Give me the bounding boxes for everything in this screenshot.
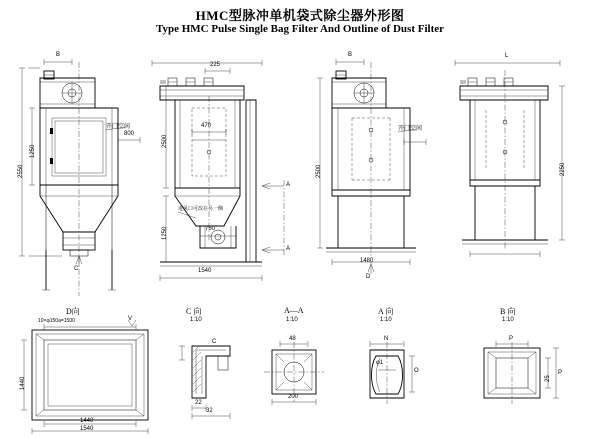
dim-c-bottom2: 32 xyxy=(206,408,213,414)
detail-view-b xyxy=(484,341,559,404)
page-title-cn: HMC型脉冲单机袋式除尘器外形图 xyxy=(195,8,405,23)
dim-b-top: P xyxy=(509,336,514,342)
dim-d-height: 1440 xyxy=(20,376,26,390)
dim-a-inner: φ1 xyxy=(376,360,384,366)
dim-a-right: O xyxy=(414,368,419,374)
view-front-elevation xyxy=(19,59,140,296)
dim-b-right: P xyxy=(558,370,563,376)
dim-section-bottom-total: 1540 xyxy=(198,268,212,274)
detail-title-a: A 向 xyxy=(378,307,394,316)
dim-a-top: N xyxy=(384,336,389,342)
dim-right-side-height: 2250 xyxy=(560,162,566,176)
dim-section-inner: 470 xyxy=(201,123,212,129)
detail-scale-aa: 1:10 xyxy=(286,317,298,323)
dim-right-front-height: 2500 xyxy=(316,164,322,178)
marker-c-front: C xyxy=(74,266,79,272)
label-inlet-note: 进风口可改在另一侧 xyxy=(178,207,224,212)
view-section xyxy=(152,60,284,281)
dim-c-left: C xyxy=(212,339,217,345)
dim-right-side-top-width: L xyxy=(505,53,509,59)
dim-front-height-inner: 1250 xyxy=(30,144,36,158)
dim-c-bottom1: 22 xyxy=(195,400,202,406)
dim-right-front-bottom: 1480 xyxy=(360,258,374,264)
label-door-space-right: 开门空间 xyxy=(398,126,423,132)
dim-d-width-outer: 1540 xyxy=(80,426,94,432)
detail-title-aa: A—A xyxy=(284,306,304,315)
dim-right-front-top-width: B xyxy=(348,52,353,58)
dim-d-bolt-note: 10×φ150a=1500 xyxy=(38,318,75,324)
detail-title-d: D向 xyxy=(66,307,80,316)
dim-section-top: 225 xyxy=(210,62,221,68)
marker-d-right-front: D xyxy=(366,274,371,280)
mark-v: V xyxy=(128,316,133,322)
dim-section-side-lower: 1250 xyxy=(162,226,168,240)
detail-scale-c: 1:10 xyxy=(190,317,202,323)
dim-front-height-outer: 2550 xyxy=(18,164,24,178)
label-door-space-front: 开门空间 xyxy=(106,124,131,130)
section-marker-a-top: A xyxy=(286,182,291,188)
detail-title-b: B 向 xyxy=(500,307,516,316)
page-title-en: Type HMC Pulse Single Bag Filter And Outline of Dust Filter xyxy=(155,23,445,35)
dim-b-side: 25 xyxy=(545,375,551,382)
dim-aa-bottom: 200 xyxy=(288,394,299,400)
dim-d-width-inner: 1440 xyxy=(80,418,94,424)
dim-door-space-front: 800 xyxy=(124,131,135,137)
dim-front-top-width: B xyxy=(56,52,61,58)
detail-view-c xyxy=(179,346,230,419)
detail-scale-a: 1:10 xyxy=(380,317,392,323)
detail-view-a xyxy=(370,341,415,404)
detail-title-c: C 向 xyxy=(186,307,202,316)
detail-scale-b: 1:10 xyxy=(502,317,514,323)
dim-aa-top: 48 xyxy=(289,336,296,342)
view-right-side xyxy=(455,60,565,257)
section-marker-a-bottom: A xyxy=(286,246,291,252)
view-right-front xyxy=(317,59,426,274)
dim-section-side-upper: 2500 xyxy=(162,134,168,148)
detail-view-d xyxy=(21,320,148,434)
dim-section-750: 750 xyxy=(205,226,216,232)
